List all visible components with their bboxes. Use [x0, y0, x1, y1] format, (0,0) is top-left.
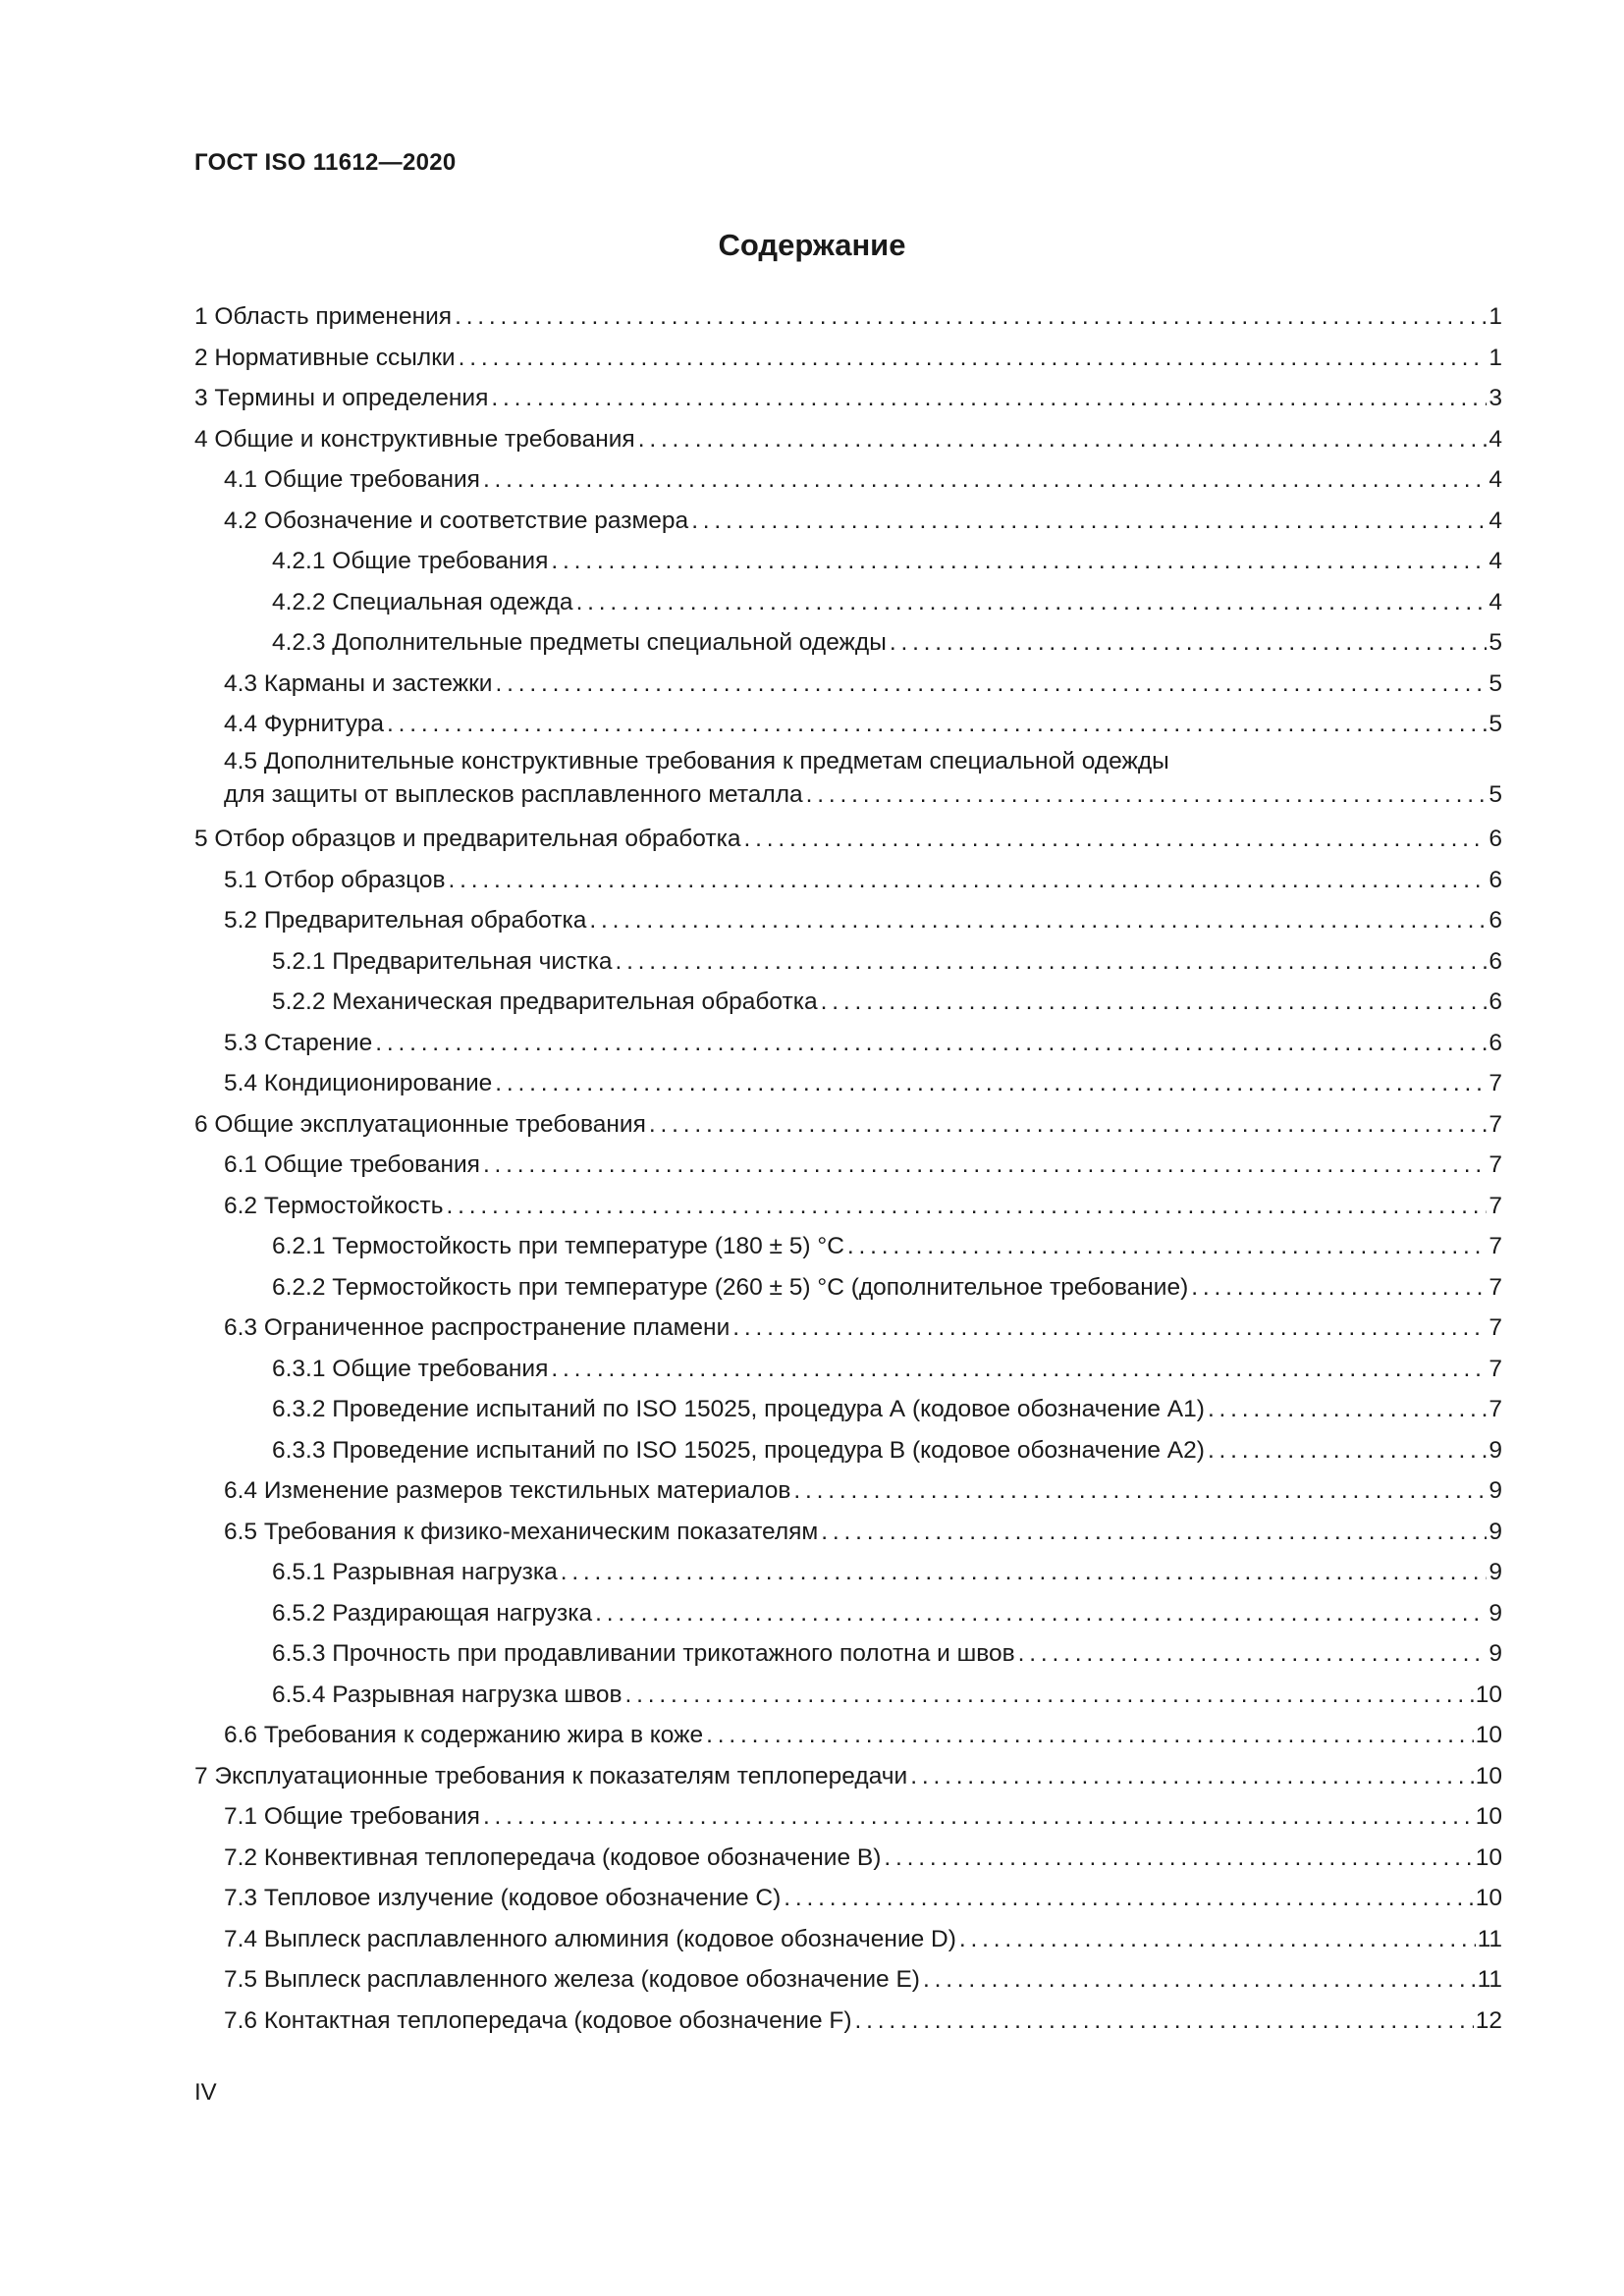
toc-entry-title: 5.3 Старение	[224, 1029, 373, 1056]
dot-leader	[691, 501, 1487, 542]
toc-entry-title-continued: для защиты от выплесков расплавленного металла	[224, 780, 803, 808]
document-code: ГОСТ ISO 11612—2020	[194, 149, 457, 176]
toc-entry-page: 5	[1489, 711, 1502, 737]
toc-entry	[194, 459, 1502, 501]
toc-entry	[194, 664, 1502, 705]
toc-entry-page: 6	[1489, 907, 1502, 934]
toc-entry	[194, 1267, 1502, 1308]
dot-leader	[910, 1756, 1474, 1797]
toc-entry-title: 7.6 Контактная теплопередача (кодовое обозначение F)	[224, 2006, 852, 2034]
toc-entry	[194, 1023, 1502, 1064]
toc-entry	[194, 1633, 1502, 1675]
dot-leader	[447, 1186, 1488, 1227]
toc-entry	[194, 2001, 1502, 2042]
toc-entry	[194, 1186, 1502, 1227]
toc-entry	[194, 1470, 1502, 1512]
toc-entry-title: 7.5 Выплеск расплавленного железа (кодовое обозначение Е)	[224, 1966, 920, 1993]
dot-leader	[625, 1675, 1474, 1716]
toc-entry	[194, 541, 1502, 582]
toc-entry-page: 7	[1489, 1192, 1502, 1219]
dot-leader	[455, 296, 1487, 338]
toc-entry-title: 4 Общие и конструктивные требования	[194, 425, 635, 453]
toc-entry-page: 10	[1475, 1722, 1502, 1748]
dot-leader	[732, 1308, 1487, 1349]
dot-leader	[483, 459, 1487, 501]
toc-entry-page: 9	[1489, 1436, 1502, 1464]
dot-leader	[806, 778, 1488, 812]
toc-entry-title: 4.1 Общие требования	[224, 466, 480, 493]
toc-entry	[194, 1145, 1502, 1186]
toc-entry-page: 1	[1489, 303, 1502, 330]
toc-entry-title: 6.4 Изменение размеров текстильных материалов	[224, 1477, 791, 1504]
toc-entry-title: 1 Область применения	[194, 303, 453, 330]
toc-entry-title: 4.4 Фурнитура	[224, 711, 385, 737]
dot-leader	[483, 1145, 1487, 1186]
toc-entry-title: 6.3.2 Проведение испытаний по ISO 15025, процедура А (кодовое обозначение А1)	[272, 1396, 1205, 1422]
toc-entry-title: 7.4 Выплеск расплавленного алюминия (кодовое обозначение D)	[224, 1925, 956, 1952]
toc-entry-page: 7	[1489, 1355, 1502, 1382]
toc-entry	[194, 1226, 1502, 1267]
toc-entry-title: 3 Термины и определения	[194, 385, 489, 411]
toc-entry	[194, 1796, 1502, 1838]
toc-entry-page: 5	[1489, 629, 1502, 656]
toc-entry-title: 4.2.2 Специальная одежда	[272, 588, 573, 615]
toc-entry-page: 9	[1489, 1559, 1502, 1585]
toc-entry-title: 6.6 Требования к содержанию жира в коже	[224, 1722, 704, 1748]
toc-entry	[194, 860, 1502, 901]
toc-entry	[194, 1349, 1502, 1390]
toc-entry-title: 4.3 Карманы и застежки	[224, 669, 493, 697]
toc-entry	[194, 900, 1502, 941]
toc-entry	[194, 1919, 1502, 1960]
toc-entry-page: 9	[1489, 1599, 1502, 1627]
toc-entry-title: 6.2 Термостойкость	[224, 1192, 444, 1219]
toc-entry-page: 5	[1489, 669, 1502, 697]
toc-entry	[194, 419, 1502, 460]
dot-leader	[375, 1023, 1487, 1064]
toc-entry-page: 1	[1489, 344, 1502, 371]
dot-leader	[744, 819, 1488, 860]
toc-entry	[194, 1552, 1502, 1593]
toc-entry-page: 4	[1489, 425, 1502, 453]
dot-leader	[847, 1226, 1487, 1267]
toc-entry-title: 6.2.2 Термостойкость при температуре (260 ± 5) °С (дополнительное требование)	[272, 1273, 1189, 1301]
toc-entry-page: 4	[1489, 507, 1502, 534]
toc-entry-page: 6	[1489, 826, 1502, 852]
toc-entry	[194, 819, 1502, 860]
toc-entry-page: 10	[1475, 1843, 1502, 1871]
toc-entry-title: 5.4 Кондиционирование	[224, 1070, 493, 1096]
toc-entry	[194, 1715, 1502, 1756]
dot-leader	[959, 1919, 1476, 1960]
toc-entry-page: 9	[1489, 1477, 1502, 1504]
dot-leader	[561, 1552, 1488, 1593]
toc-entry-continuation	[224, 778, 1502, 820]
toc-entry-page: 4	[1489, 466, 1502, 493]
toc-entry-page: 7	[1489, 1110, 1502, 1138]
toc-entry	[194, 1063, 1502, 1104]
toc-entry-page: 7	[1489, 1273, 1502, 1301]
toc-entry-title: 5 Отбор образцов и предварительная обработка	[194, 826, 741, 852]
toc-entry-title: 6.5.4 Разрывная нагрузка швов	[272, 1681, 623, 1708]
dot-leader	[1191, 1267, 1487, 1308]
toc-entry-page: 4	[1489, 548, 1502, 574]
toc-entry-title: 4.2.3 Дополнительные предметы специальной одежды	[272, 629, 887, 656]
toc-entry-title: 6.5.2 Раздирающая нагрузка	[272, 1599, 593, 1627]
toc-entry-title: 6.1 Общие требования	[224, 1151, 480, 1178]
toc-entry-page: 7	[1489, 1314, 1502, 1341]
dot-leader	[1208, 1430, 1487, 1471]
toc-entry-title: 5.2.2 Механическая предварительная обработка	[272, 988, 818, 1015]
toc-entry-title: 4.2.1 Общие требования	[272, 548, 549, 574]
toc-entry-page: 11	[1477, 1925, 1502, 1952]
dot-leader	[595, 1593, 1487, 1634]
toc-entry-title: 6.5 Требования к физико-механическим показателям	[224, 1518, 819, 1545]
toc-entry-title: 5.2.1 Предварительная чистка	[272, 947, 613, 975]
toc-entry-title: 7.3 Тепловое излучение (кодовое обозначение С)	[224, 1885, 782, 1911]
toc-entry-page: 7	[1489, 1070, 1502, 1096]
toc-entry-title: 5.2 Предварительная обработка	[224, 907, 587, 934]
dot-leader	[1208, 1389, 1487, 1430]
dot-leader	[1018, 1633, 1488, 1675]
toc-entry	[194, 1959, 1502, 2001]
dot-leader	[449, 860, 1488, 901]
toc-entry-title: 6.3 Ограниченное распространение пламени	[224, 1314, 731, 1341]
toc-entry	[194, 1512, 1502, 1553]
dot-leader	[821, 1512, 1487, 1553]
toc-entry	[194, 1838, 1502, 1879]
dot-leader	[496, 664, 1488, 705]
toc-entry-page: 10	[1475, 1681, 1502, 1708]
toc-entry-page: 5	[1489, 780, 1502, 808]
toc-entry	[194, 1389, 1502, 1430]
dot-leader	[855, 2001, 1474, 2042]
dot-leader	[615, 941, 1487, 983]
toc-entry	[194, 1593, 1502, 1634]
toc-entry	[194, 745, 1502, 820]
toc-entry-title: 2 Нормативные ссылки	[194, 344, 456, 371]
dot-leader	[821, 982, 1488, 1023]
toc-entry-title: 7.1 Общие требования	[224, 1803, 480, 1830]
toc-entry-page: 9	[1489, 1640, 1502, 1667]
toc-entry	[194, 1756, 1502, 1797]
dot-leader	[459, 338, 1488, 379]
page-number: IV	[194, 2079, 217, 2106]
toc-entry-page: 11	[1477, 1966, 1502, 1993]
toc-entry-title: 7.2 Конвективная теплопередача (кодовое обозначение В)	[224, 1843, 882, 1871]
dot-leader	[589, 900, 1487, 941]
table-of-contents	[194, 296, 1502, 2041]
toc-entry-page: 6	[1489, 947, 1502, 975]
toc-entry-page: 9	[1489, 1518, 1502, 1545]
toc-entry-title: 6.5.3 Прочность при продавливании трикотажного полотна и швов	[272, 1640, 1015, 1667]
dot-leader	[387, 704, 1487, 745]
toc-entry-page: 6	[1489, 1029, 1502, 1056]
toc-entry-title: 6 Общие эксплуатационные требования	[194, 1110, 646, 1138]
dot-leader	[551, 1349, 1487, 1390]
toc-entry-page: 12	[1475, 2006, 1502, 2034]
toc-title: Содержание	[718, 228, 906, 262]
dot-leader	[638, 419, 1488, 460]
toc-entry-title: 6.3.3 Проведение испытаний по ISO 15025, процедура В (кодовое обозначение А2)	[272, 1436, 1205, 1464]
dot-leader	[706, 1715, 1474, 1756]
toc-entry	[194, 378, 1502, 419]
toc-entry-title: 6.3.1 Общие требования	[272, 1355, 549, 1382]
toc-entry	[194, 582, 1502, 623]
toc-entry-title: 4.2 Обозначение и соответствие размера	[224, 507, 689, 534]
dot-leader	[495, 1063, 1487, 1104]
toc-entry	[194, 1308, 1502, 1349]
toc-entry	[194, 982, 1502, 1023]
toc-entry-page: 3	[1489, 385, 1502, 411]
dot-leader	[576, 582, 1488, 623]
dot-leader	[491, 378, 1487, 419]
toc-entry	[194, 622, 1502, 664]
dot-leader	[483, 1796, 1474, 1838]
toc-entry	[194, 704, 1502, 745]
toc-entry-page: 10	[1475, 1803, 1502, 1830]
toc-entry	[194, 1104, 1502, 1146]
toc-entry-page: 6	[1489, 866, 1502, 893]
toc-entry-page: 4	[1489, 588, 1502, 615]
toc-entry-title: 6.2.1 Термостойкость при температуре (180 ± 5) °С	[272, 1233, 844, 1259]
toc-entry	[194, 338, 1502, 379]
dot-leader	[884, 1838, 1473, 1879]
toc-entry-page: 10	[1475, 1885, 1502, 1911]
toc-entry	[194, 1675, 1502, 1716]
toc-entry-title: 5.1 Отбор образцов	[224, 866, 446, 893]
toc-entry-page: 7	[1489, 1151, 1502, 1178]
dot-leader	[649, 1104, 1487, 1146]
dot-leader	[890, 622, 1488, 664]
dot-leader	[793, 1470, 1487, 1512]
toc-entry-page: 7	[1489, 1233, 1502, 1259]
toc-entry	[194, 1430, 1502, 1471]
toc-entry	[194, 1878, 1502, 1919]
toc-entry-page: 7	[1489, 1396, 1502, 1422]
dot-leader	[923, 1959, 1476, 2001]
toc-entry-page: 6	[1489, 988, 1502, 1015]
toc-entry	[194, 941, 1502, 983]
toc-entry-title: 4.5 Дополнительные конструктивные требования к предметам специальной одежды	[224, 747, 1169, 774]
dot-leader	[784, 1878, 1473, 1919]
toc-entry-title: 7 Эксплуатационные требования к показателям теплопередачи	[194, 1762, 908, 1789]
dot-leader	[551, 541, 1487, 582]
toc-entry-title: 6.5.1 Разрывная нагрузка	[272, 1559, 558, 1585]
toc-entry-page: 10	[1475, 1762, 1502, 1789]
toc-entry	[194, 296, 1502, 338]
toc-entry	[194, 501, 1502, 542]
